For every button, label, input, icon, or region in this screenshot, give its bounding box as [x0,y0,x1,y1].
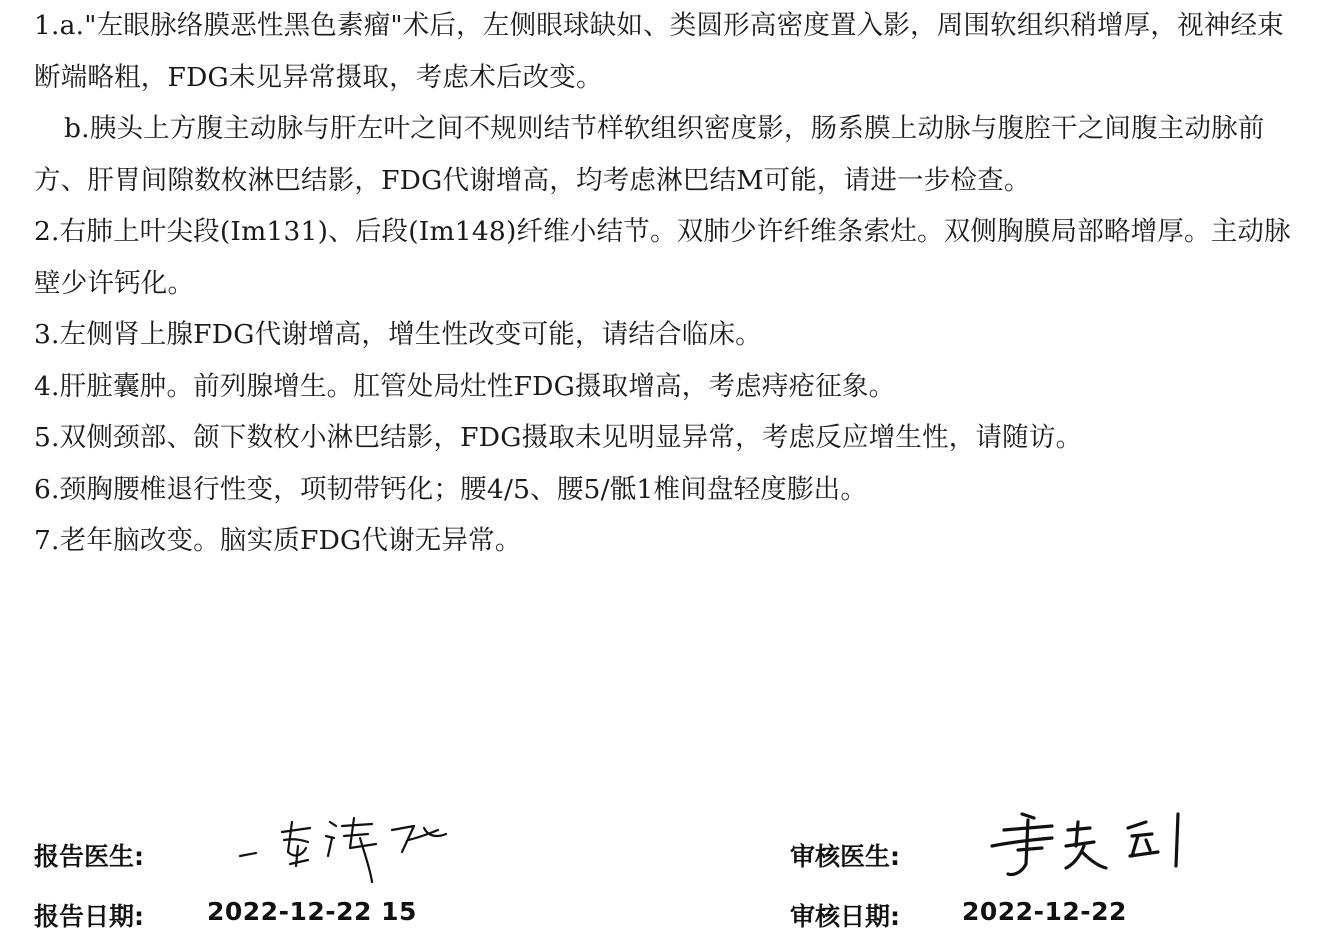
review-doctor-label: 审核医生: [790,842,900,871]
finding-7: 7.老年脑改变。脑实质FDG代谢无异常。 [34,525,522,556]
finding-3: 3.左侧肾上腺FDG代谢增高，增生性改变可能，请结合临床。 [34,319,762,350]
finding-4: 4.肝脏囊肿。前列腺增生。肛管处局灶性FDG摄取增高，考虑痔疮征象。 [34,370,896,402]
report-findings [34,0,1300,567]
finding-6: 6.颈胸腰椎退行性变，项韧带钙化；腰4/5、腰5/骶1椎间盘轻度膨出。 [34,473,868,505]
report-doctor-label: 报告医生: [34,842,144,871]
review-date-value: 2022-12-22 [962,897,1127,926]
review-date-label: 审核日期: [790,902,900,931]
finding-1b: b.胰头上方腹主动脉与肝左叶之间不规则结节样软组织密度影，肠系膜上动脉与腹腔干之间腹主动脉前方、肝胃间隙数枚淋巴结影，FDG代谢增高，均考虑淋巴结M可能，请进一步检查。 [34,113,1265,196]
finding-5: 5.双侧颈部、颌下数枚小淋巴结影，FDG摄取未见明显异常，考虑反应增生性，请随访。 [34,422,1083,453]
report-date-value: 2022-12-22 15 [207,897,417,926]
review-doctor-signature [982,806,1212,896]
report-date-label: 报告日期: [34,902,144,931]
finding-1a: 1.a."左眼脉络膜恶性黑色素瘤"术后，左侧眼球缺如、类圆形高密度置入影，周围软组织稍增厚，视神经束断端略粗，FDG未见异常摄取，考虑术后改变。 [34,10,1284,93]
report-doctor-signature [232,808,472,898]
finding-2: 2.右肺上叶尖段(Im131)、后段(Im148)纤维小结节。双肺少许纤维条索灶。双侧胸膜局部略增厚。主动脉壁少许钙化。 [34,216,1291,299]
